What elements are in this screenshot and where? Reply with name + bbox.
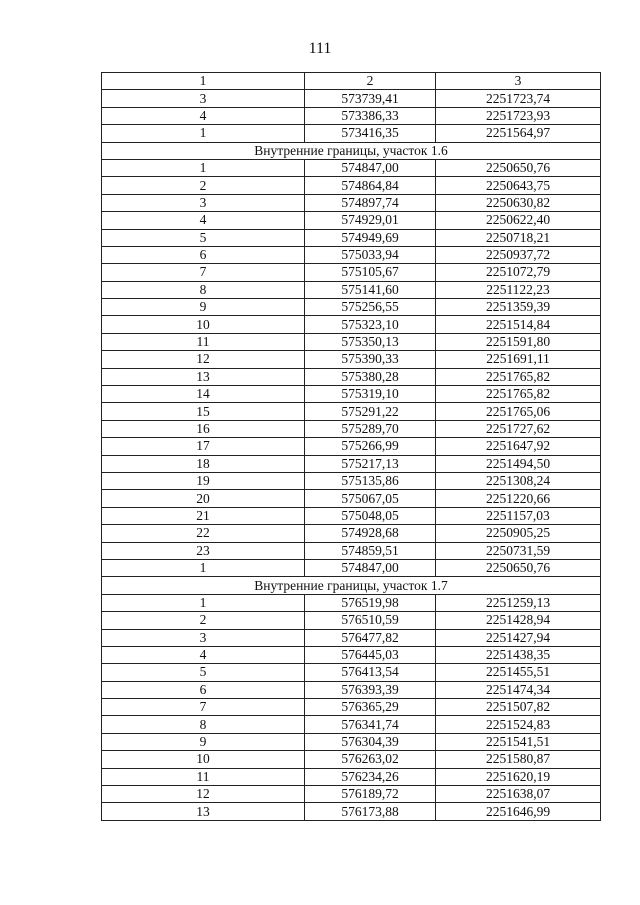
y-coordinate-cell: 2251428,94 — [436, 612, 601, 629]
table-row — [102, 368, 601, 385]
table-row — [102, 386, 601, 403]
x-coordinate-cell: 575350,13 — [305, 333, 436, 350]
table-row — [102, 299, 601, 316]
table-row — [102, 699, 601, 716]
table-row — [102, 507, 601, 524]
y-coordinate-cell: 2251620,19 — [436, 768, 601, 785]
y-coordinate-cell: 2250650,76 — [436, 559, 601, 576]
y-coordinate-cell: 2251157,03 — [436, 507, 601, 524]
x-coordinate-cell: 576445,03 — [305, 646, 436, 663]
table-row — [102, 525, 601, 542]
x-coordinate-cell: 576263,02 — [305, 751, 436, 768]
x-coordinate-cell: 575048,05 — [305, 507, 436, 524]
x-coordinate-cell: 576234,26 — [305, 768, 436, 785]
y-coordinate-cell: 2251564,97 — [436, 125, 601, 142]
y-coordinate-cell: 2250718,21 — [436, 229, 601, 246]
table-row — [102, 786, 601, 803]
x-coordinate-cell: 574847,00 — [305, 559, 436, 576]
table-row — [102, 159, 601, 176]
x-coordinate-cell: 576393,39 — [305, 681, 436, 698]
x-coordinate-cell: 576173,88 — [305, 803, 436, 820]
point-number-cell: 22 — [102, 525, 305, 542]
y-coordinate-cell: 2251647,92 — [436, 438, 601, 455]
y-coordinate-cell: 2251723,93 — [436, 107, 601, 124]
x-coordinate-cell: 575141,60 — [305, 281, 436, 298]
table-row — [102, 420, 601, 437]
x-coordinate-cell: 576304,39 — [305, 733, 436, 750]
point-number-cell: 2 — [102, 177, 305, 194]
table-row — [102, 455, 601, 472]
column-header-point: 1 — [102, 73, 305, 90]
point-number-cell: 21 — [102, 507, 305, 524]
x-coordinate-cell: 573416,35 — [305, 125, 436, 142]
y-coordinate-cell: 2251359,39 — [436, 299, 601, 316]
y-coordinate-cell: 2251638,07 — [436, 786, 601, 803]
table-row — [102, 246, 601, 263]
table-row — [102, 403, 601, 420]
point-number-cell: 3 — [102, 629, 305, 646]
x-coordinate-cell: 576413,54 — [305, 664, 436, 681]
x-coordinate-cell: 574897,74 — [305, 194, 436, 211]
y-coordinate-cell: 2251765,06 — [436, 403, 601, 420]
table-row — [102, 194, 601, 211]
y-coordinate-cell: 2251727,62 — [436, 420, 601, 437]
y-coordinate-cell: 2251524,83 — [436, 716, 601, 733]
y-coordinate-cell: 2251591,80 — [436, 333, 601, 350]
x-coordinate-cell: 575105,67 — [305, 264, 436, 281]
coordinates-table-body — [102, 73, 601, 821]
point-number-cell: 19 — [102, 472, 305, 489]
point-number-cell: 4 — [102, 212, 305, 229]
table-row — [102, 664, 601, 681]
y-coordinate-cell: 2251427,94 — [436, 629, 601, 646]
table-row — [102, 681, 601, 698]
point-number-cell: 8 — [102, 281, 305, 298]
y-coordinate-cell: 2250650,76 — [436, 159, 601, 176]
x-coordinate-cell: 575266,99 — [305, 438, 436, 455]
table-row — [102, 125, 601, 142]
y-coordinate-cell: 2251580,87 — [436, 751, 601, 768]
table-row — [102, 594, 601, 611]
table-row — [102, 803, 601, 820]
x-coordinate-cell: 576510,59 — [305, 612, 436, 629]
table-row — [102, 107, 601, 124]
y-coordinate-cell: 2251072,79 — [436, 264, 601, 281]
table-row — [102, 559, 601, 576]
point-number-cell: 11 — [102, 333, 305, 350]
point-number-cell: 7 — [102, 699, 305, 716]
table-row — [102, 716, 601, 733]
table-row — [102, 351, 601, 368]
y-coordinate-cell: 2251308,24 — [436, 472, 601, 489]
point-number-cell: 1 — [102, 559, 305, 576]
table-row — [102, 229, 601, 246]
point-number-cell: 10 — [102, 751, 305, 768]
x-coordinate-cell: 575291,22 — [305, 403, 436, 420]
y-coordinate-cell: 2251455,51 — [436, 664, 601, 681]
x-coordinate-cell: 575289,70 — [305, 420, 436, 437]
column-header-x: 2 — [305, 73, 436, 90]
y-coordinate-cell: 2251691,11 — [436, 351, 601, 368]
x-coordinate-cell: 574864,84 — [305, 177, 436, 194]
x-coordinate-cell: 576477,82 — [305, 629, 436, 646]
x-coordinate-cell: 575217,13 — [305, 455, 436, 472]
point-number-cell: 3 — [102, 194, 305, 211]
table-row — [102, 212, 601, 229]
section-header-row — [102, 577, 601, 594]
point-number-cell: 4 — [102, 646, 305, 663]
point-number-cell: 6 — [102, 246, 305, 263]
point-number-cell: 17 — [102, 438, 305, 455]
table-row — [102, 281, 601, 298]
x-coordinate-cell: 574928,68 — [305, 525, 436, 542]
y-coordinate-cell: 2251220,66 — [436, 490, 601, 507]
x-coordinate-cell: 575323,10 — [305, 316, 436, 333]
table-row — [102, 490, 601, 507]
point-number-cell: 6 — [102, 681, 305, 698]
table-row — [102, 333, 601, 350]
x-coordinate-cell: 573739,41 — [305, 90, 436, 107]
point-number-cell: 5 — [102, 664, 305, 681]
table-row — [102, 768, 601, 785]
column-header-y: 3 — [436, 73, 601, 90]
table-row — [102, 733, 601, 750]
table-row — [102, 264, 601, 281]
x-coordinate-cell: 574949,69 — [305, 229, 436, 246]
point-number-cell: 1 — [102, 125, 305, 142]
table-row — [102, 612, 601, 629]
y-coordinate-cell: 2251541,51 — [436, 733, 601, 750]
table-row — [102, 751, 601, 768]
y-coordinate-cell: 2251514,84 — [436, 316, 601, 333]
x-coordinate-cell: 575319,10 — [305, 386, 436, 403]
y-coordinate-cell: 2251765,82 — [436, 368, 601, 385]
y-coordinate-cell: 2251765,82 — [436, 386, 601, 403]
page-number: 111 — [308, 40, 332, 57]
x-coordinate-cell: 575390,33 — [305, 351, 436, 368]
y-coordinate-cell: 2250643,75 — [436, 177, 601, 194]
y-coordinate-cell: 2251474,34 — [436, 681, 601, 698]
point-number-cell: 14 — [102, 386, 305, 403]
x-coordinate-cell: 576341,74 — [305, 716, 436, 733]
y-coordinate-cell: 2251507,82 — [436, 699, 601, 716]
x-coordinate-cell: 574929,01 — [305, 212, 436, 229]
section-header-row — [102, 142, 601, 159]
point-number-cell: 5 — [102, 229, 305, 246]
x-coordinate-cell: 575256,55 — [305, 299, 436, 316]
point-number-cell: 9 — [102, 299, 305, 316]
y-coordinate-cell: 2250622,40 — [436, 212, 601, 229]
x-coordinate-cell: 576189,72 — [305, 786, 436, 803]
point-number-cell: 15 — [102, 403, 305, 420]
point-number-cell: 1 — [102, 594, 305, 611]
table-row — [102, 316, 601, 333]
table-row — [102, 472, 601, 489]
table-row — [102, 177, 601, 194]
x-coordinate-cell: 575033,94 — [305, 246, 436, 263]
x-coordinate-cell: 575380,28 — [305, 368, 436, 385]
point-number-cell: 3 — [102, 90, 305, 107]
table-row — [102, 90, 601, 107]
y-coordinate-cell: 2251646,99 — [436, 803, 601, 820]
x-coordinate-cell: 575067,05 — [305, 490, 436, 507]
table-row — [102, 646, 601, 663]
y-coordinate-cell: 2250937,72 — [436, 246, 601, 263]
point-number-cell: 9 — [102, 733, 305, 750]
table-row — [102, 629, 601, 646]
point-number-cell: 23 — [102, 542, 305, 559]
table-row — [102, 438, 601, 455]
y-coordinate-cell: 2251122,23 — [436, 281, 601, 298]
point-number-cell: 12 — [102, 786, 305, 803]
x-coordinate-cell: 574847,00 — [305, 159, 436, 176]
x-coordinate-cell: 575135,86 — [305, 472, 436, 489]
x-coordinate-cell: 576365,29 — [305, 699, 436, 716]
point-number-cell: 2 — [102, 612, 305, 629]
point-number-cell: 13 — [102, 368, 305, 385]
x-coordinate-cell: 574859,51 — [305, 542, 436, 559]
x-coordinate-cell: 573386,33 — [305, 107, 436, 124]
table-header-row — [102, 73, 601, 90]
y-coordinate-cell: 2251438,35 — [436, 646, 601, 663]
point-number-cell: 13 — [102, 803, 305, 820]
point-number-cell: 12 — [102, 351, 305, 368]
coordinates-table — [101, 72, 601, 821]
point-number-cell: 16 — [102, 420, 305, 437]
y-coordinate-cell: 2250731,59 — [436, 542, 601, 559]
y-coordinate-cell: 2251723,74 — [436, 90, 601, 107]
y-coordinate-cell: 2251259,13 — [436, 594, 601, 611]
section-title: Внутренние границы, участок 1.6 — [102, 142, 601, 159]
point-number-cell: 18 — [102, 455, 305, 472]
section-title: Внутренние границы, участок 1.7 — [102, 577, 601, 594]
point-number-cell: 8 — [102, 716, 305, 733]
point-number-cell: 11 — [102, 768, 305, 785]
point-number-cell: 20 — [102, 490, 305, 507]
point-number-cell: 7 — [102, 264, 305, 281]
point-number-cell: 4 — [102, 107, 305, 124]
x-coordinate-cell: 576519,98 — [305, 594, 436, 611]
y-coordinate-cell: 2250905,25 — [436, 525, 601, 542]
y-coordinate-cell: 2251494,50 — [436, 455, 601, 472]
y-coordinate-cell: 2250630,82 — [436, 194, 601, 211]
point-number-cell: 1 — [102, 159, 305, 176]
point-number-cell: 10 — [102, 316, 305, 333]
table-row — [102, 542, 601, 559]
